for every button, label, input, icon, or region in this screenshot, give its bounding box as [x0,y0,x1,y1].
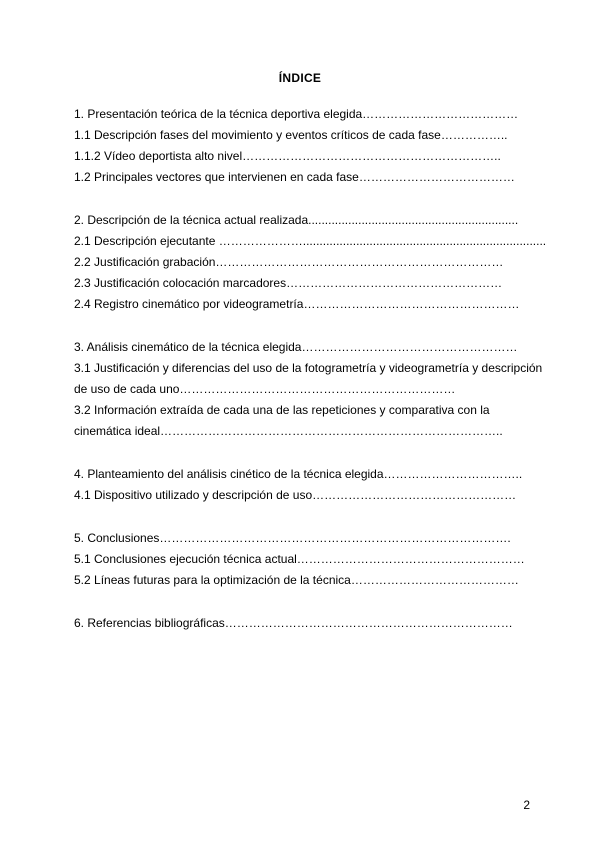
section-spacer [74,315,544,337]
toc-section-1 [74,104,544,188]
toc-entry-6: 6. Referencias bibliográficas……………………………………………………………… [74,616,513,630]
toc-entry-4-1: 4.1 Dispositivo utilizado y descripción de uso…………………………………………… [74,488,517,502]
toc-section-5 [74,528,544,591]
toc-entry-5: 5. Conclusiones……………………………………………………………………………. [74,531,511,545]
toc-entry-3: 3. Análisis cinemático de la técnica elegida……………………………………………… [74,340,518,354]
section-spacer [74,188,544,210]
toc-entry-2: 2. Descripción de la técnica actual realizada............................................................... [74,213,519,227]
section-spacer [74,506,544,528]
toc-entry-2-4: 2.4 Registro cinemático por videogrametría……………………………………………… [74,297,520,311]
toc-section-4 [74,464,544,506]
toc-section-3 [74,337,544,442]
toc-entry-1-2: 1.2 Principales vectores que intervienen en cada fase………………………………… [74,170,515,184]
toc-entry-5-1: 5.1 Conclusiones ejecución técnica actual………………………………………………… [74,552,525,566]
section-spacer [74,442,544,464]
toc-entry-5-2: 5.2 Líneas futuras para la optimización de la técnica…………………………………… [74,573,519,587]
page-number: 2 [523,798,530,812]
page-title: ÍNDICE [278,71,322,85]
toc-entry-3-1: 3.1 Justificación y diferencias del uso de la fotogrametría y videogrametría y descripción de uso de cada uno…………………………………………………………… [74,361,543,396]
toc-entry-4: 4. Planteamiento del análisis cinético de la técnica elegida…………………………….. [74,467,523,481]
toc-entry-1-1-2: 1.1.2 Vídeo deportista alto nivel……………………………………………………….. [74,149,501,163]
toc-entry-2-2: 2.2 Justificación grabación……………………………………………………………… [74,255,504,269]
section-spacer [74,591,544,613]
toc-entry-3-2: 3.2 Información extraída de cada una de las repeticiones y comparativa con la cinemática ideal………………………………………………………………………….. [74,403,503,438]
toc-entry-2-3: 2.3 Justificación colocación marcadores……………………………………………… [74,276,503,290]
table-of-contents [74,104,547,634]
toc-section-2 [74,210,547,315]
toc-entry-1-1: 1.1 Descripción fases del movimiento y eventos críticos de cada fase…………….. [74,128,508,142]
toc-entry-2-1: 2.1 Descripción ejecutante …………………......................................................................... [74,234,547,248]
toc-section-6 [74,613,544,634]
toc-entry-1: 1. Presentación teórica de la técnica deportiva elegida………………………………… [74,107,519,121]
